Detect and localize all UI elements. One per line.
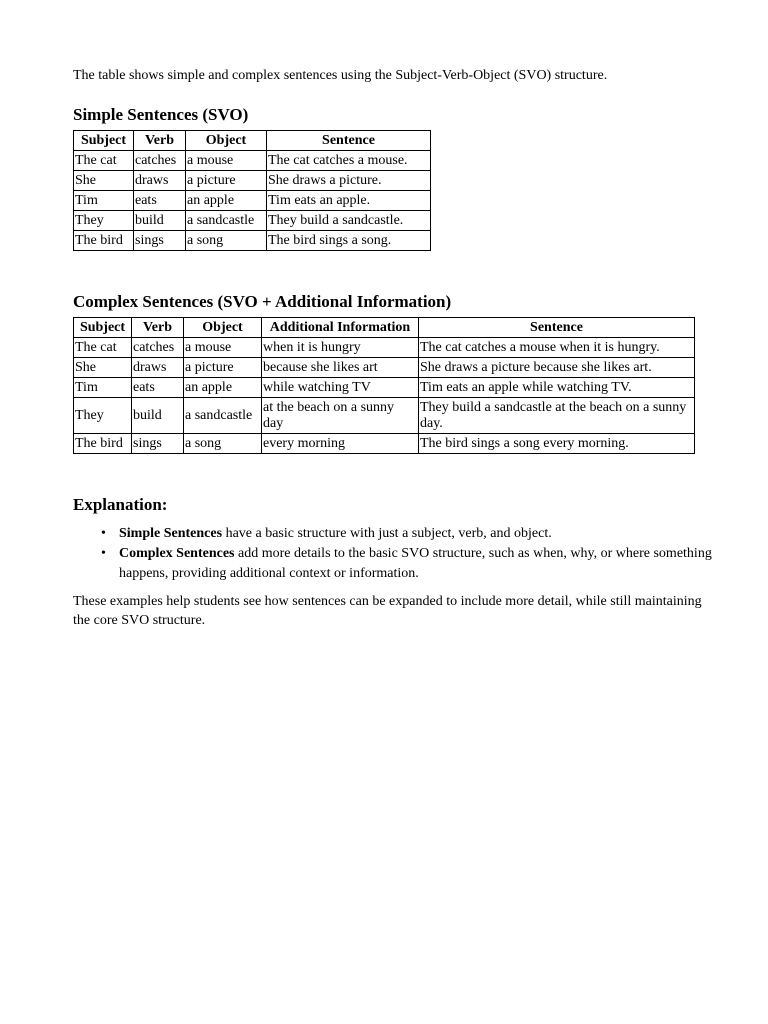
explanation-list [73,524,713,584]
table-cell: every morning [262,434,419,454]
term-description: have a basic structure with just a subject, verb, and object. [222,526,552,541]
column-header: Sentence [419,318,695,338]
table-cell: They [74,398,132,434]
table-cell: eats [134,191,186,211]
table-cell: sings [132,434,184,454]
table-cell: They build a sandcastle at the beach on a sunny day. [419,398,695,434]
table-cell: She [74,171,134,191]
table-cell: The bird [74,231,134,251]
column-header: Object [184,318,262,338]
table-cell: a sandcastle [184,398,262,434]
table-cell: a picture [186,171,267,191]
table-cell: while watching TV [262,378,419,398]
column-header: Subject [74,131,134,151]
table-row [74,231,431,251]
column-header: Sentence [267,131,431,151]
table-cell: draws [132,358,184,378]
table-cell: Tim eats an apple while watching TV. [419,378,695,398]
table-cell: The cat catches a mouse when it is hungry. [419,338,695,358]
table-header-row [74,318,695,338]
table-header-row [74,131,431,151]
simple-sentences-heading: Simple Sentences (SVO) [73,105,249,124]
table-cell: She draws a picture. [267,171,431,191]
table-row [74,171,431,191]
table-row [74,434,695,454]
column-header: Additional Information [262,318,419,338]
column-header: Subject [74,318,132,338]
table-cell: a song [186,231,267,251]
list-item [101,544,713,584]
table-cell: catches [134,151,186,171]
table-row [74,398,695,434]
table-cell: The bird [74,434,132,454]
table-row [74,338,695,358]
table-cell: sings [134,231,186,251]
bullet-icon: • [101,546,106,561]
explanation-heading: Explanation: [73,495,168,514]
table-cell: an apple [186,191,267,211]
table-row [74,191,431,211]
table-cell: build [134,211,186,231]
complex-sentences-heading: Complex Sentences (SVO + Additional Information) [73,292,452,311]
table-cell: She [74,358,132,378]
conclusion-text: These examples help students see how sentences can be expanded to include more detail, while still maintaining the core SVO structure. [73,594,702,628]
table-row [74,151,431,171]
table-cell: at the beach on a sunny day [262,398,419,434]
table-cell: a song [184,434,262,454]
table-cell: The bird sings a song every morning. [419,434,695,454]
table-cell: Tim [74,191,134,211]
table-row [74,378,695,398]
table-cell: She draws a picture because she likes art. [419,358,695,378]
table-cell: a mouse [186,151,267,171]
intro-text: The table shows simple and complex sentences using the Subject-Verb-Object (SVO) structure. [73,68,608,83]
table-cell: because she likes art [262,358,419,378]
table-cell: a picture [184,358,262,378]
table-row [74,211,431,231]
table-cell: an apple [184,378,262,398]
table-cell: build [132,398,184,434]
table-cell: Tim [74,378,132,398]
table-row [74,358,695,378]
table-cell: Tim eats an apple. [267,191,431,211]
table-cell: a sandcastle [186,211,267,231]
term-bold: Complex Sentences [119,546,235,561]
term-description: add more details to the basic SVO structure, such as when, why, or where something happens, providing additional context or information. [119,546,712,581]
table-cell: catches [132,338,184,358]
table-cell: a mouse [184,338,262,358]
table-cell: They [74,211,134,231]
table-cell: when it is hungry [262,338,419,358]
table-cell: The bird sings a song. [267,231,431,251]
table-cell: They build a sandcastle. [267,211,431,231]
table-cell: The cat [74,338,132,358]
list-item [101,524,713,544]
table-cell: draws [134,171,186,191]
table-cell: eats [132,378,184,398]
table-cell: The cat [74,151,134,171]
simple-sentences-table [73,130,431,251]
column-header: Verb [132,318,184,338]
bullet-icon: • [101,526,106,541]
table-cell: The cat catches a mouse. [267,151,431,171]
complex-sentences-table [73,317,695,454]
document-page [73,66,713,630]
term-bold: Simple Sentences [119,526,223,541]
column-header: Object [186,131,267,151]
column-header: Verb [134,131,186,151]
